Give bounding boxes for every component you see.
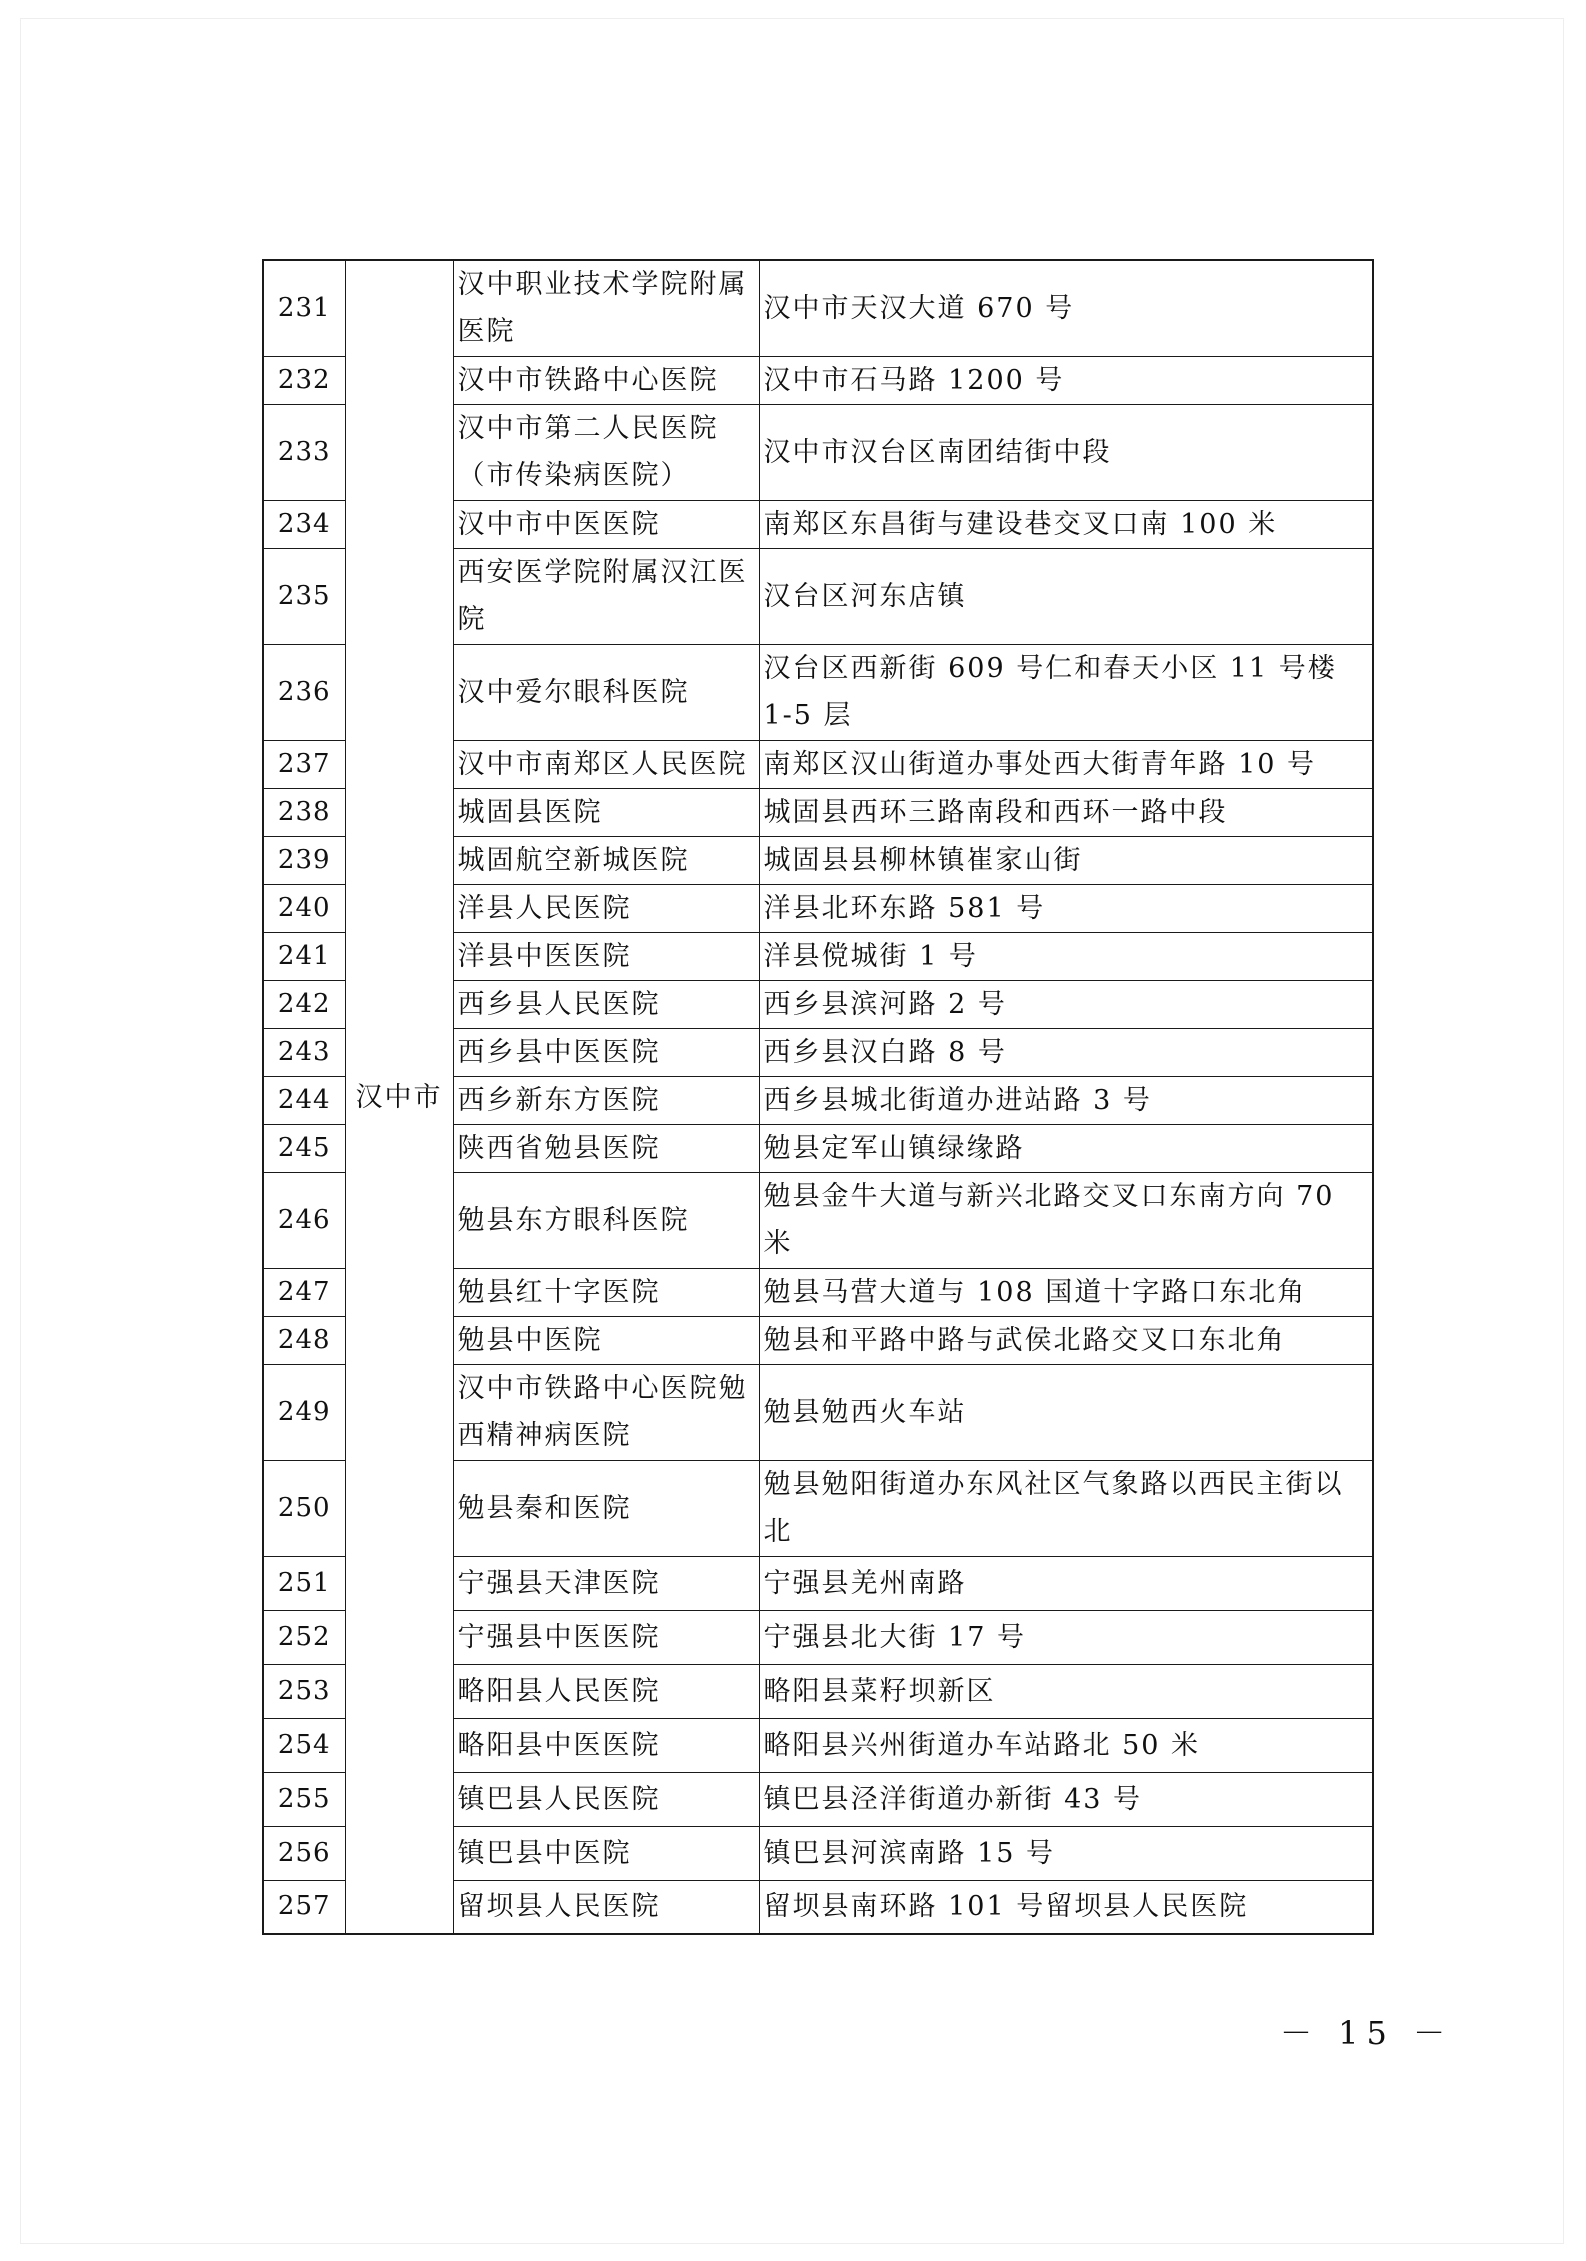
- hospital-address: 勉县定军山镇绿缘路: [759, 1124, 1373, 1172]
- hospital-address: 城固县县柳林镇崔家山街: [759, 836, 1373, 884]
- row-number: 238: [263, 788, 345, 836]
- row-number: 249: [263, 1364, 345, 1460]
- hospital-name: 留坝县人民医院: [453, 1880, 759, 1934]
- hospital-name: 镇巴县中医院: [453, 1826, 759, 1880]
- row-number: 231: [263, 260, 345, 356]
- hospital-address: 勉县和平路中路与武侯北路交叉口东北角: [759, 1316, 1373, 1364]
- row-number: 247: [263, 1268, 345, 1316]
- city-cell: 汉中市: [345, 260, 453, 1934]
- hospital-name: 勉县东方眼科医院: [453, 1172, 759, 1268]
- row-number: 242: [263, 980, 345, 1028]
- row-number: 237: [263, 740, 345, 788]
- row-number: 254: [263, 1718, 345, 1772]
- hospital-name: 勉县红十字医院: [453, 1268, 759, 1316]
- row-number: 243: [263, 1028, 345, 1076]
- hospital-address: 留坝县南环路 101 号留坝县人民医院: [759, 1880, 1373, 1934]
- hospital-name: 西安医学院附属汉江医院: [453, 548, 759, 644]
- table-row: [263, 260, 1373, 356]
- row-number: 246: [263, 1172, 345, 1268]
- hospital-address: 镇巴县泾洋街道办新街 43 号: [759, 1772, 1373, 1826]
- row-number: 234: [263, 500, 345, 548]
- hospital-name: 汉中爱尔眼科医院: [453, 644, 759, 740]
- hospital-address: 勉县勉阳街道办东风社区气象路以西民主街以北: [759, 1460, 1373, 1556]
- hospital-name: 西乡县人民医院: [453, 980, 759, 1028]
- hospital-name: 汉中市铁路中心医院: [453, 356, 759, 404]
- hospital-address: 西乡县滨河路 2 号: [759, 980, 1373, 1028]
- hospital-address: 勉县马营大道与 108 国道十字路口东北角: [759, 1268, 1373, 1316]
- hospital-name: 城固航空新城医院: [453, 836, 759, 884]
- row-number: 241: [263, 932, 345, 980]
- row-number: 251: [263, 1556, 345, 1610]
- row-number: 236: [263, 644, 345, 740]
- hospital-address: 镇巴县河滨南路 15 号: [759, 1826, 1373, 1880]
- hospital-name: 汉中市中医医院: [453, 500, 759, 548]
- hospital-address: 略阳县兴州街道办车站路北 50 米: [759, 1718, 1373, 1772]
- hospital-name: 西乡县中医医院: [453, 1028, 759, 1076]
- hospital-name: 汉中职业技术学院附属医院: [453, 260, 759, 356]
- row-number: 232: [263, 356, 345, 404]
- hospital-name: 西乡新东方医院: [453, 1076, 759, 1124]
- hospital-name: 汉中市铁路中心医院勉西精神病医院: [453, 1364, 759, 1460]
- hospital-name: 略阳县中医医院: [453, 1718, 759, 1772]
- hospital-address: 洋县北环东路 581 号: [759, 884, 1373, 932]
- row-number: 233: [263, 404, 345, 500]
- row-number: 248: [263, 1316, 345, 1364]
- hospital-name: 勉县中医院: [453, 1316, 759, 1364]
- row-number: 252: [263, 1610, 345, 1664]
- row-number: 235: [263, 548, 345, 644]
- hospital-name: 洋县人民医院: [453, 884, 759, 932]
- hospital-address: 汉中市天汉大道 670 号: [759, 260, 1373, 356]
- hospital-name: 宁强县中医医院: [453, 1610, 759, 1664]
- row-number: 257: [263, 1880, 345, 1934]
- row-number: 245: [263, 1124, 345, 1172]
- row-number: 244: [263, 1076, 345, 1124]
- hospital-address: 汉中市汉台区南团结街中段: [759, 404, 1373, 500]
- hospital-address: 略阳县菜籽坝新区: [759, 1664, 1373, 1718]
- hospital-name: 洋县中医医院: [453, 932, 759, 980]
- hospital-address: 洋县傥城街 1 号: [759, 932, 1373, 980]
- hospital-name: 汉中市南郑区人民医院: [453, 740, 759, 788]
- row-number: 250: [263, 1460, 345, 1556]
- hospital-address: 汉台区西新街 609 号仁和春天小区 11 号楼 1-5 层: [759, 644, 1373, 740]
- hospital-name: 汉中市第二人民医院（市传染病医院）: [453, 404, 759, 500]
- hospital-address: 西乡县城北街道办进站路 3 号: [759, 1076, 1373, 1124]
- hospital-name: 宁强县天津医院: [453, 1556, 759, 1610]
- hospital-address: 宁强县北大街 17 号: [759, 1610, 1373, 1664]
- hospital-name: 陕西省勉县医院: [453, 1124, 759, 1172]
- hospital-address: 宁强县羌州南路: [759, 1556, 1373, 1610]
- hospital-table: [262, 259, 1374, 1935]
- hospital-name: 勉县秦和医院: [453, 1460, 759, 1556]
- row-number: 255: [263, 1772, 345, 1826]
- hospital-address: 勉县金牛大道与新兴北路交叉口东南方向 70 米: [759, 1172, 1373, 1268]
- row-number: 239: [263, 836, 345, 884]
- hospital-address: 南郑区汉山街道办事处西大街青年路 10 号: [759, 740, 1373, 788]
- hospital-name: 城固县医院: [453, 788, 759, 836]
- hospital-address: 汉中市石马路 1200 号: [759, 356, 1373, 404]
- row-number: 240: [263, 884, 345, 932]
- page-number: － 15 －: [1280, 2014, 1454, 2052]
- hospital-name: 镇巴县人民医院: [453, 1772, 759, 1826]
- hospital-address: 南郑区东昌街与建设巷交叉口南 100 米: [759, 500, 1373, 548]
- row-number: 256: [263, 1826, 345, 1880]
- hospital-name: 略阳县人民医院: [453, 1664, 759, 1718]
- hospital-address: 西乡县汉白路 8 号: [759, 1028, 1373, 1076]
- hospital-address: 城固县西环三路南段和西环一路中段: [759, 788, 1373, 836]
- hospital-address: 汉台区河东店镇: [759, 548, 1373, 644]
- hospital-address: 勉县勉西火车站: [759, 1364, 1373, 1460]
- row-number: 253: [263, 1664, 345, 1718]
- hospital-table-body: [263, 260, 1373, 1934]
